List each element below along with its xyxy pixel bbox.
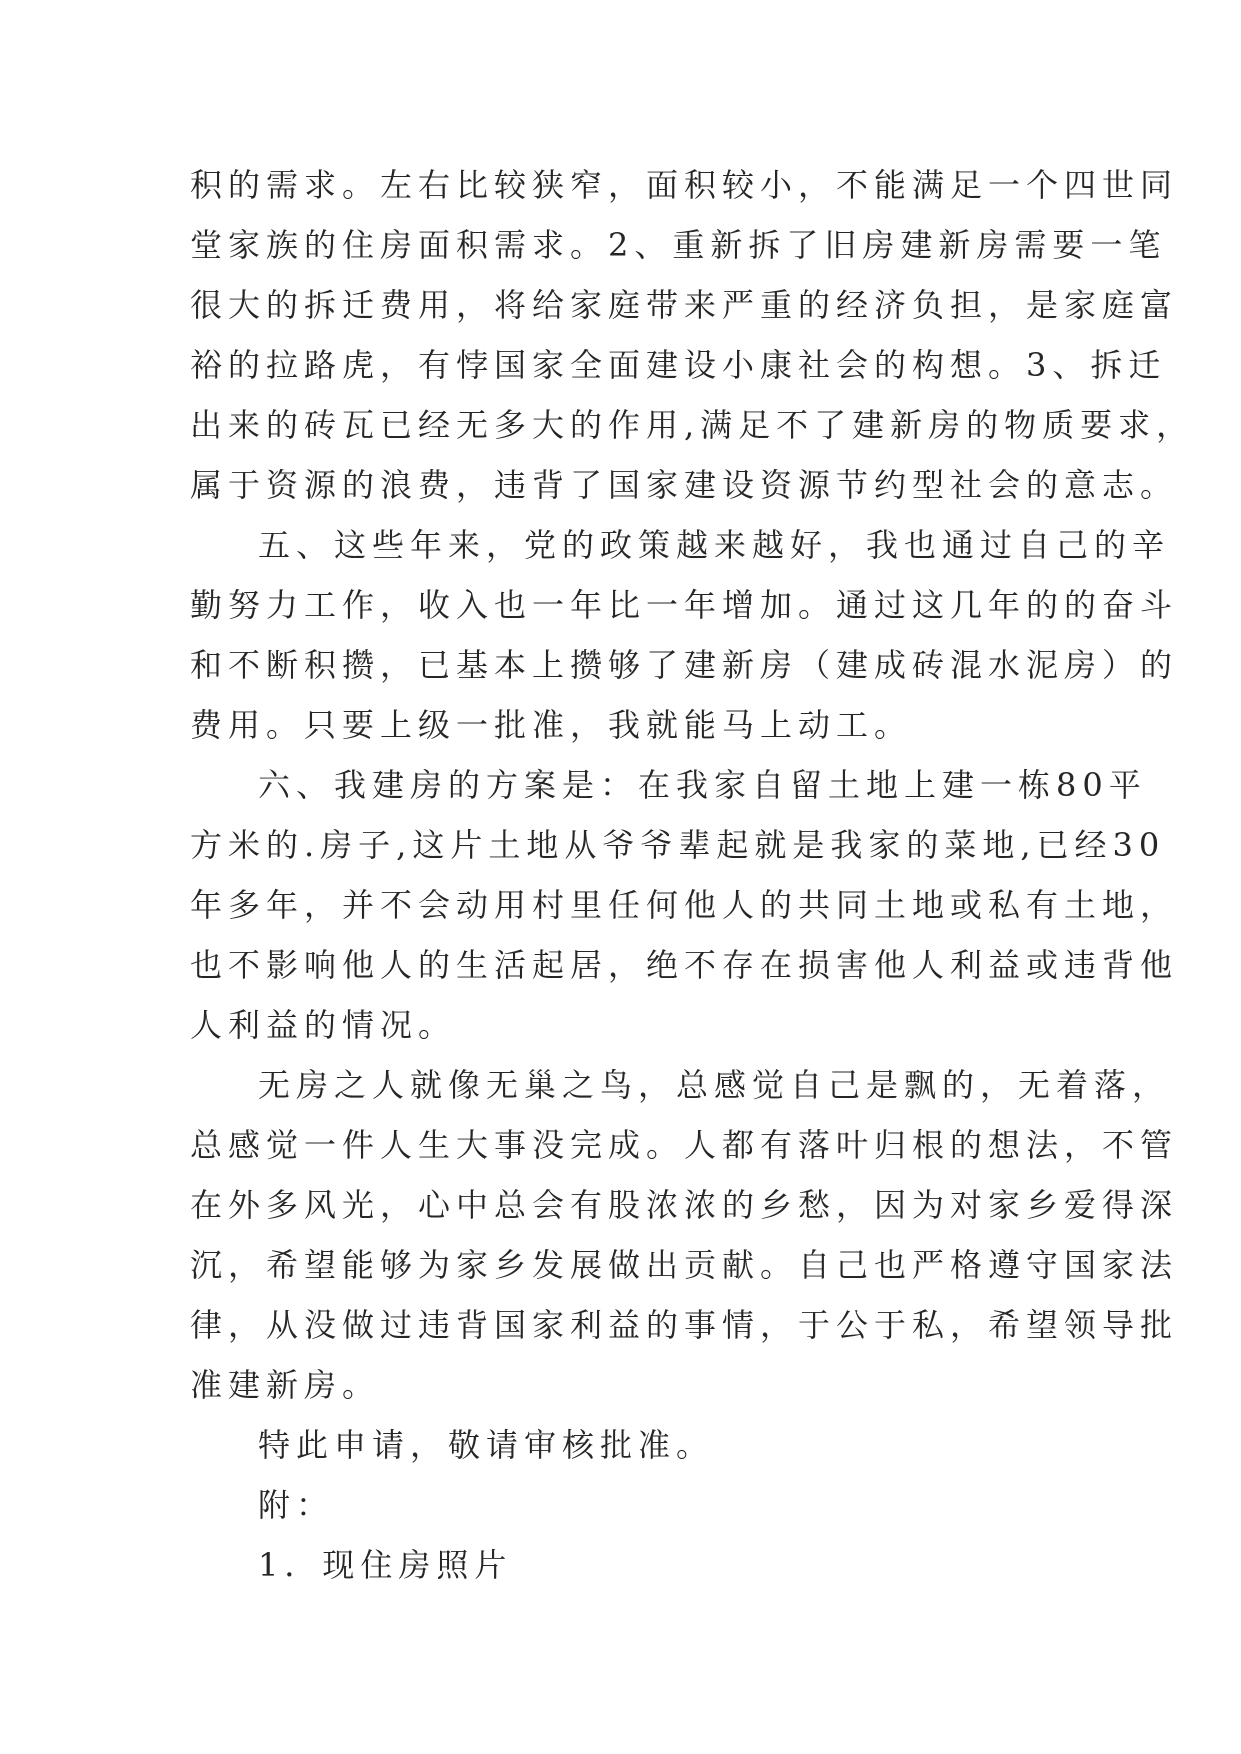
text-line: 沉，希望能够为家乡发展做出贡献。自己也严格遵守国家法	[190, 1246, 1179, 1284]
document-body	[190, 155, 1195, 1595]
attachment-heading: 附：	[258, 1486, 335, 1524]
text-line: 积的需求。左右比较狭窄，面积较小，不能满足一个四世同	[190, 166, 1179, 204]
attachment-item: 1．现住房照片	[258, 1546, 513, 1584]
text-line: 准建新房。	[190, 1366, 381, 1404]
text-line: 属于资源的浪费，违背了国家建设资源节约型社会的意志。	[190, 466, 1179, 504]
text-line: 方米的.房子,这片土地从爷爷辈起就是我家的菜地,已经30	[190, 826, 1166, 864]
text-line: 总感觉一件人生大事没完成。人都有落叶归根的想法，不管	[190, 1126, 1179, 1164]
paragraph-start-line: 五、这些年来，党的政策越来越好，我也通过自己的辛	[258, 526, 1171, 564]
text-line: 和不断积攒，已基本上攒够了建新房（建成砖混水泥房）的	[190, 646, 1179, 684]
paragraph-start-line: 六、我建房的方案是：在我家自留土地上建一栋80平	[258, 766, 1147, 804]
closing-line: 特此申请，敬请审核批准。	[258, 1426, 715, 1464]
text-line: 律，从没做过违背国家利益的事情，于公于私，希望领导批	[190, 1306, 1179, 1344]
text-line: 费用。只要上级一批准，我就能马上动工。	[190, 706, 913, 744]
text-line: 人利益的情况。	[190, 1006, 457, 1044]
text-line: 很大的拆迁费用，将给家庭带来严重的经济负担，是家庭富	[190, 286, 1179, 324]
text-line: 也不影响他人的生活起居，绝不存在损害他人利益或违背他	[190, 946, 1179, 984]
text-line: 年多年，并不会动用村里任何他人的共同土地或私有土地，	[190, 886, 1179, 924]
paragraph-start-line: 无房之人就像无巢之鸟，总感觉自己是飘的，无着落，	[258, 1066, 1171, 1104]
text-line: 裕的拉路虎，有悖国家全面建设小康社会的构想。3、拆迁	[190, 346, 1167, 384]
text-line: 在外多风光，心中总会有股浓浓的乡愁，因为对家乡爱得深	[190, 1186, 1179, 1224]
text-line: 堂家族的住房面积需求。2、重新拆了旧房建新房需要一笔	[190, 226, 1167, 264]
text-line: 勤努力工作，收入也一年比一年增加。通过这几年的的奋斗	[190, 586, 1179, 624]
text-line: 出来的砖瓦已经无多大的作用,满足不了建新房的物质要求，	[190, 406, 1195, 444]
